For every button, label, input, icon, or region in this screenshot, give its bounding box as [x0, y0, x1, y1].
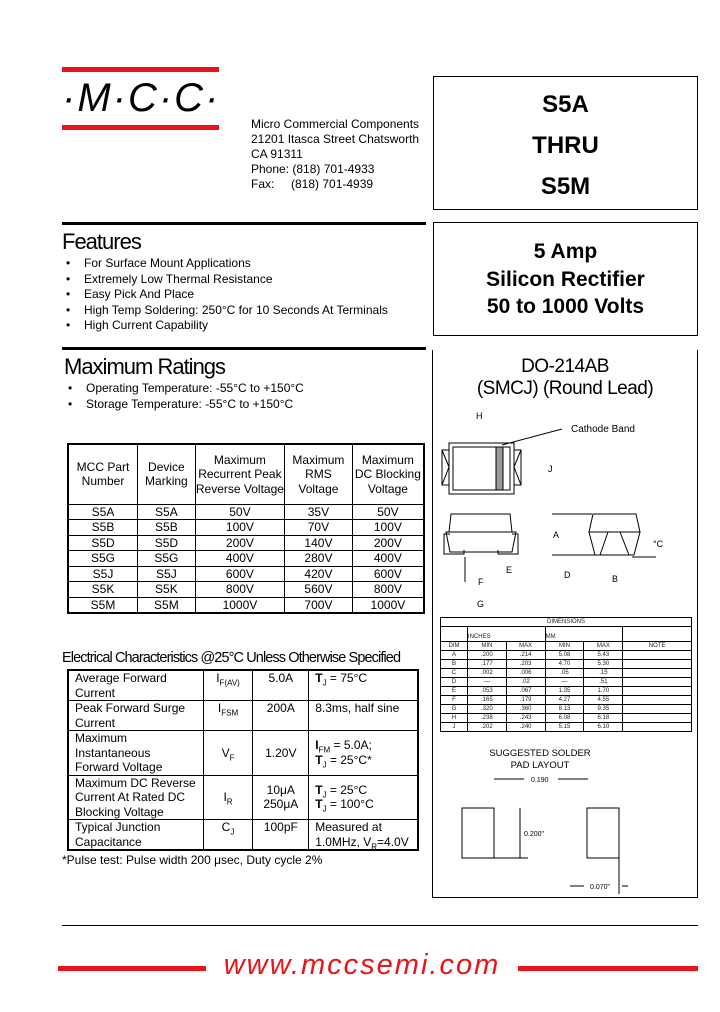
table-cell: 8.13: [545, 705, 584, 714]
condition: T: [315, 797, 323, 812]
part-number-box: [433, 76, 698, 210]
value: 250μA: [263, 797, 299, 812]
col-header: DIM: [441, 642, 468, 651]
table-cell: 5.43: [584, 651, 623, 660]
table-cell: [623, 687, 692, 696]
symbol-sub: F(AV): [219, 678, 240, 688]
table-cell: 1000V: [352, 597, 424, 613]
table-cell: 5.15: [545, 723, 584, 732]
table-row: [441, 678, 692, 687]
table-cell: 6.08: [545, 714, 584, 723]
table-cell: .238: [467, 714, 506, 723]
condition-cell: [309, 670, 418, 701]
symbol: I: [223, 790, 227, 804]
table-cell: 4.27: [545, 696, 584, 705]
dimensions-section: [440, 617, 692, 902]
symbol-cell: [203, 775, 253, 820]
table-cell: .053: [467, 687, 506, 696]
table-row: [441, 696, 692, 705]
col-header: NOTE: [623, 642, 692, 651]
summary-box: [433, 222, 698, 336]
dim-label-f: F: [478, 577, 484, 587]
table-cell: [623, 714, 692, 723]
value: 100pF: [263, 820, 298, 834]
table-cell: 70V: [285, 520, 353, 536]
table-cell: S5M: [138, 597, 196, 613]
table-cell: 700V: [285, 597, 353, 613]
ratings-table: [67, 443, 425, 614]
condition-rest: = 75°C: [326, 671, 368, 685]
param-cell: Maximum Instantaneous Forward Voltage: [68, 731, 203, 776]
condition: I: [315, 738, 319, 753]
table-cell: S5J: [138, 566, 196, 582]
condition-sub: FM: [318, 745, 331, 755]
table-cell: S5M: [68, 597, 138, 613]
table-cell: 280V: [285, 551, 353, 567]
table-cell: .02: [506, 678, 545, 687]
part-thru: THRU: [532, 132, 599, 159]
col-header: MAX: [506, 642, 545, 651]
table-cell: 600V: [352, 566, 424, 582]
footer-bar-left: [58, 966, 206, 971]
table-cell: 400V: [195, 551, 284, 567]
table-cell: G: [441, 705, 468, 714]
table-cell: 800V: [195, 582, 284, 598]
dimensions-table: [440, 617, 692, 732]
table-cell: S5A: [138, 504, 196, 520]
table-cell: 4.70: [545, 660, 584, 669]
value-cell: [253, 731, 309, 776]
table-cell: S5D: [68, 535, 138, 551]
table-cell: .320: [467, 705, 506, 714]
dim-label-e: E: [506, 565, 513, 575]
table-cell: S5G: [138, 551, 196, 567]
table-cell: .202: [467, 723, 506, 732]
table-cell: .200: [467, 651, 506, 660]
part-start: S5A: [542, 91, 589, 118]
param-cell: Typical Junction Capacitance: [68, 820, 203, 851]
ratings-title: Maximum Ratings: [64, 354, 226, 379]
symbol: I: [217, 701, 222, 715]
table-cell: .214: [506, 651, 545, 660]
symbol: V: [221, 745, 230, 760]
mcc-logo: ·M·C·C·: [62, 76, 221, 120]
table-cell: .15: [584, 669, 623, 678]
condition-rest: =4.0V: [377, 834, 409, 849]
table-row: [68, 535, 424, 551]
table-row: [68, 670, 418, 701]
table-cell: 5.08: [545, 651, 584, 660]
dimensions-title: DIMENSIONS: [441, 618, 692, 627]
condition-sub: R: [371, 841, 378, 851]
table-row: [68, 582, 424, 598]
electrical-title: Electrical Characteristics @25°C Unless Otherwise Specified: [62, 650, 401, 666]
table-cell: .002: [467, 669, 506, 678]
table-cell: .243: [506, 714, 545, 723]
pad-height: 0.200": [524, 831, 545, 838]
table-cell: [623, 669, 692, 678]
symbol-sub: R: [226, 797, 233, 807]
table-cell: S5B: [138, 520, 196, 536]
table-cell: 4.55: [584, 696, 623, 705]
symbol-sub: F: [229, 752, 235, 762]
rating-item: • Operating Temperature: -55°C to +150°C: [86, 381, 304, 397]
symbol-sub: FSM: [221, 708, 239, 718]
table-cell: 600V: [195, 566, 284, 582]
table-cell: —: [545, 678, 584, 687]
symbol-sub: J: [230, 827, 235, 837]
company-address: [251, 117, 419, 192]
table-row: [68, 820, 418, 851]
table-cell: .165: [467, 696, 506, 705]
table-row: [441, 705, 692, 714]
solder-title-2: PAD LAYOUT: [510, 760, 570, 771]
package-subtitle: (SMCJ) (Round Lead): [476, 378, 654, 399]
col-header: Device Marking: [138, 444, 196, 504]
table-cell: 6.10: [584, 723, 623, 732]
condition-rest: = 25°C*: [326, 752, 372, 767]
dim-label-j: J: [548, 464, 553, 474]
symbol: I: [216, 671, 220, 685]
table-cell: S5G: [68, 551, 138, 567]
table-row: [68, 731, 418, 776]
table-row: [68, 566, 424, 582]
solder-pad-drawing: [440, 772, 670, 902]
param-cell: Peak Forward Surge Current: [68, 701, 203, 731]
table-row: [68, 520, 424, 536]
condition-cell: [309, 701, 418, 731]
table-cell: 6.18: [584, 714, 623, 723]
table-row: [68, 775, 418, 820]
fax: Fax: (818) 701-4939: [251, 177, 374, 191]
value-cell: [253, 670, 309, 701]
dim-label-d: D: [564, 570, 571, 580]
footnote: *Pulse test: Pulse width 200 μsec, Duty cycle 2%: [62, 853, 323, 867]
footer-divider: [62, 925, 698, 926]
param-cell: Average Forward Current: [68, 670, 203, 701]
condition: 8.3ms, half sine: [315, 701, 400, 715]
symbol-cell: [203, 731, 253, 776]
value-cell: [253, 775, 309, 820]
table-cell: B: [441, 660, 468, 669]
table-cell: H: [441, 714, 468, 723]
value: 1.20V: [265, 745, 297, 760]
value: 200A: [266, 701, 295, 715]
package-heading: [433, 356, 697, 400]
logo-bar-top: [62, 67, 219, 72]
table-cell: [623, 651, 692, 660]
table-cell: 1.35: [545, 687, 584, 696]
dim-label-a: A: [553, 530, 560, 540]
street: 21201 Itasca Street Chatsworth: [251, 132, 420, 146]
table-cell: A: [441, 651, 468, 660]
table-cell: .179: [506, 696, 545, 705]
condition-sub: J: [322, 804, 327, 814]
table-cell: [623, 723, 692, 732]
table-cell: S5K: [68, 582, 138, 598]
table-cell: C: [441, 669, 468, 678]
value: 5.0A: [268, 671, 294, 685]
condition: Measured at: [315, 820, 382, 834]
table-cell: 1000V: [195, 597, 284, 613]
electrical-table: [67, 669, 419, 851]
table-row: [68, 701, 418, 731]
table-row: [441, 651, 692, 660]
table-row: [68, 597, 424, 613]
footer-bar-right: [518, 966, 698, 971]
table-row: [68, 551, 424, 567]
table-cell: F: [441, 696, 468, 705]
col-header: Maximum Recurrent Peak Reverse Voltage: [195, 444, 284, 504]
table-cell: 140V: [285, 535, 353, 551]
col-header: MAX: [584, 642, 623, 651]
feature-item: • High Temp Soldering: 250°C for 10 Seconds At Terminals: [84, 303, 388, 319]
condition-sub: J: [322, 760, 327, 770]
table-cell: S5K: [138, 582, 196, 598]
table-cell: 50V: [195, 504, 284, 520]
table-cell: 1.70: [584, 687, 623, 696]
condition-sub: J: [322, 678, 327, 688]
table-cell: .203: [506, 660, 545, 669]
table-cell: 9.35: [584, 705, 623, 714]
part-end: S5M: [540, 173, 591, 200]
col-header: MIN: [467, 642, 506, 651]
rating-item: • Storage Temperature: -55°C to +150°C: [86, 397, 304, 413]
table-cell: [623, 696, 692, 705]
table-cell: 420V: [285, 566, 353, 582]
param-cell: Maximum DC Reverse Current At Rated DC Blocking Voltage: [68, 775, 203, 820]
phone: Phone: (818) 701-4933: [251, 162, 375, 176]
table-cell: 800V: [352, 582, 424, 598]
feature-item: • High Current Capability: [84, 318, 388, 334]
package-drawing: [432, 402, 672, 612]
condition-rest: = 25°C: [326, 782, 368, 797]
table-row: [441, 723, 692, 732]
table-cell: [623, 705, 692, 714]
dim-label-g: G: [477, 599, 485, 609]
table-cell: S5A: [68, 504, 138, 520]
city: CA 91311: [251, 147, 303, 161]
table-cell: .240: [506, 723, 545, 732]
features-title: Features: [62, 229, 141, 254]
symbol-cell: [203, 701, 253, 731]
condition: T: [315, 671, 323, 685]
feature-item: • Extremely Low Thermal Resistance: [84, 272, 388, 288]
cathode-band-label: Cathode Band: [571, 424, 635, 435]
condition-rest: = 100°C: [326, 797, 374, 812]
table-cell: 100V: [352, 520, 424, 536]
package-name: DO-214AB: [521, 356, 609, 377]
table-cell: [623, 660, 692, 669]
table-cell: 200V: [195, 535, 284, 551]
symbol-cell: [203, 670, 253, 701]
table-cell: D: [441, 678, 468, 687]
condition: T: [315, 752, 323, 767]
pad-width: 0.190: [531, 777, 549, 784]
condition: 1.0MHz, V: [315, 834, 372, 849]
condition-cell: [309, 820, 418, 851]
condition-cell: [309, 731, 418, 776]
pad-gap: 0.070": [590, 884, 611, 891]
symbol: C: [221, 820, 231, 834]
company-name: Micro Commercial Components: [251, 117, 420, 131]
dim-label-h: H: [476, 411, 483, 421]
col-header: MCC Part Number: [68, 444, 138, 504]
logo-bar-bottom: [62, 125, 219, 130]
summary-type: Silicon Rectifier: [486, 267, 645, 291]
value-cell: [253, 701, 309, 731]
divider: [62, 222, 426, 225]
summary-voltage: 50 to 1000 Volts: [486, 295, 645, 318]
mm-header: MM: [545, 627, 623, 642]
table-row: [441, 687, 692, 696]
ratings-list: [86, 381, 304, 412]
table-cell: —: [467, 678, 506, 687]
condition-sub: J: [322, 790, 327, 800]
table-cell: [623, 678, 692, 687]
table-row: [441, 660, 692, 669]
website-link[interactable]: www.mccsemi.com: [223, 949, 501, 981]
divider: [62, 347, 426, 350]
table-cell: 200V: [352, 535, 424, 551]
table-cell: S5D: [138, 535, 196, 551]
electrical-section: [62, 650, 426, 867]
table-cell: 5.30: [584, 660, 623, 669]
features-list: [84, 256, 388, 334]
col-header: MIN: [545, 642, 584, 651]
condition-rest: = 5.0A;: [330, 738, 372, 753]
feature-item: • Easy Pick And Place: [84, 287, 388, 303]
table-cell: .177: [467, 660, 506, 669]
feature-item: • For Surface Mount Applications: [84, 256, 388, 272]
table-row: [68, 504, 424, 520]
dim-label-c: °C: [653, 539, 664, 549]
dim-label-b: B: [612, 574, 619, 584]
table-cell: .05: [545, 669, 584, 678]
table-cell: E: [441, 687, 468, 696]
table-row: [441, 714, 692, 723]
table-cell: .51: [584, 678, 623, 687]
table-cell: 100V: [195, 520, 284, 536]
summary-current: 5 Amp: [533, 240, 598, 263]
inches-header: INCHES: [467, 627, 545, 642]
col-header: Maximum RMS Voltage: [285, 444, 353, 504]
value-cell: [253, 820, 309, 851]
table-cell: .067: [506, 687, 545, 696]
table-cell: S5J: [68, 566, 138, 582]
table-cell: 50V: [352, 504, 424, 520]
col-header: Maximum DC Blocking Voltage: [352, 444, 424, 504]
table-cell: 400V: [352, 551, 424, 567]
table-cell: S5B: [68, 520, 138, 536]
condition-cell: [309, 775, 418, 820]
table-cell: J: [441, 723, 468, 732]
symbol-cell: [203, 820, 253, 851]
solder-title-1: SUGGESTED SOLDER: [489, 748, 591, 759]
condition: T: [315, 782, 323, 797]
value: 10μA: [266, 782, 295, 797]
table-row: [441, 669, 692, 678]
table-cell: .360: [506, 705, 545, 714]
table-cell: 35V: [285, 504, 353, 520]
solder-title: [440, 748, 640, 772]
table-cell: .006: [506, 669, 545, 678]
table-cell: 560V: [285, 582, 353, 598]
